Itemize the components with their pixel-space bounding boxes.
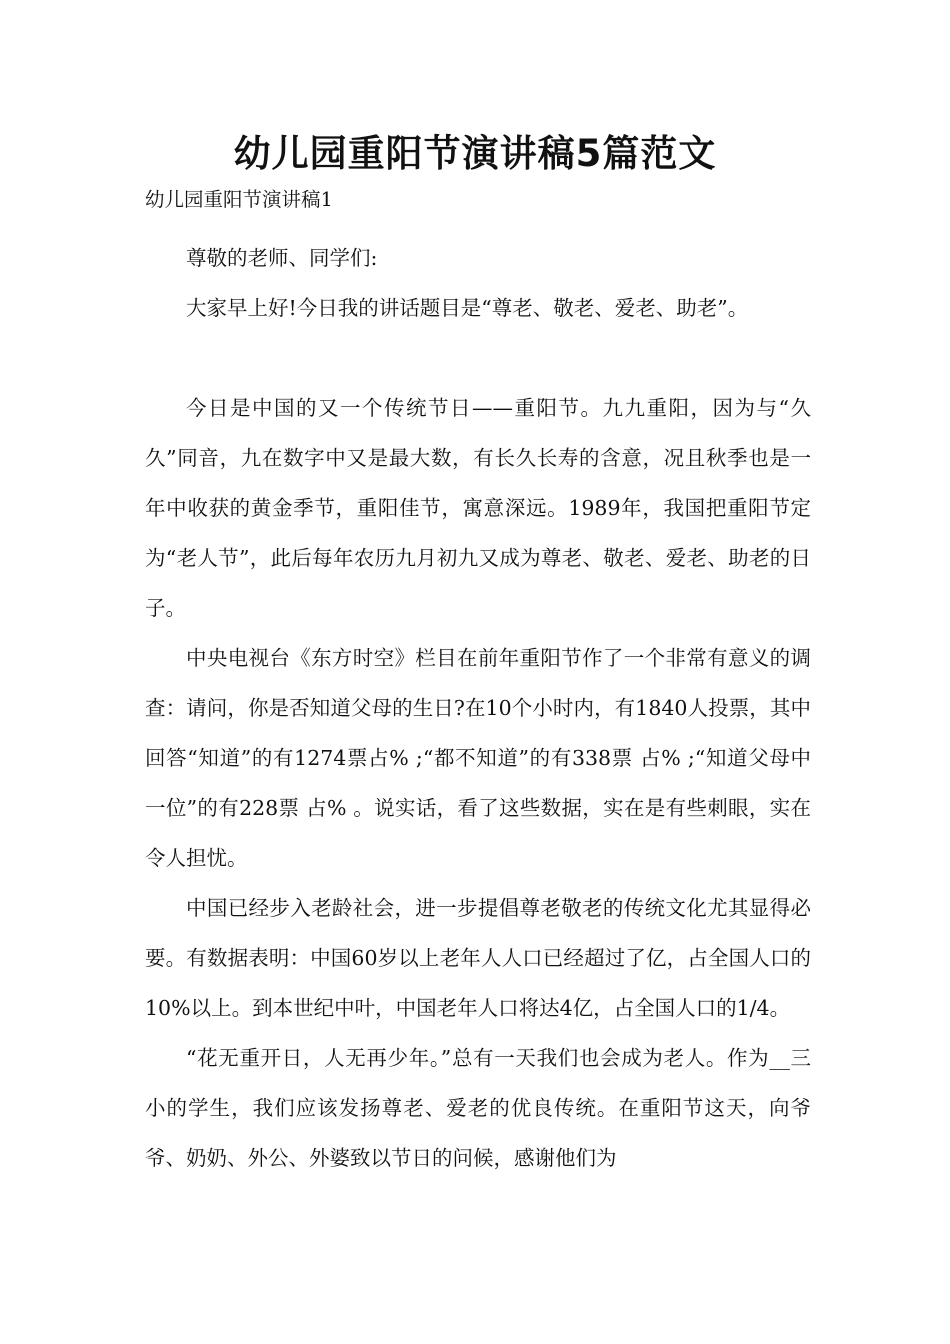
document-body <box>145 233 811 1183</box>
body-paragraph-survey: 中央电视台《东方时空》栏目在前年重阳节作了一个非常有意义的调查：请问，你是否知道父母的生日?在10个小时内，有1840人投票，其中回答“知道”的有1274票占% ;“都不知道”的有338票 占% ;“知道父母中一位”的有228票 占% 。说实话，看了这些数据，实在是有些刺眼，实在令人担忧。 <box>145 646 811 870</box>
document-title: 幼儿园重阳节演讲稿5篇范文 <box>233 132 717 175</box>
opening-paragraph: 大家早上好!今日我的讲话题目是“尊老、敬老、爱老、助老”。 <box>186 296 749 320</box>
body-paragraph-call-to-action: “花无重开日，人无再少年。”总有一天我们也会成为老人。作为__三小的学生，我们应该发扬尊老、爱老的优良传统。在重阳节这天，向爷爷、奶奶、外公、外婆致以节日的问候，感谢他们为 <box>145 1046 811 1170</box>
body-paragraph-festival: 今日是中国的又一个传统节日——重阳节。九九重阳，因为与“久久”同音，九在数字中又是最大数，有长久长寿的含意，况且秋季也是一年中收获的黄金季节，重阳佳节，寓意深远。1989年，我国把重阳节定为“老人节”，此后每年农历九月初九又成为尊老、敬老、爱老、助老的日子。 <box>145 396 811 620</box>
blank-line <box>145 333 811 383</box>
body-paragraph-aging: 中国已经步入老龄社会，进一步提倡尊老敬老的传统文化尤其显得必要。有数据表明：中国60岁以上老年人人口已经超过了亿，占全国人口的10%以上。到本世纪中叶，中国老年人口将达4亿，占全国人口的1/4。 <box>145 896 811 1020</box>
section-heading: 幼儿园重阳节演讲稿1 <box>145 188 333 211</box>
greeting-paragraph: 尊敬的老师、同学们: <box>186 246 378 270</box>
